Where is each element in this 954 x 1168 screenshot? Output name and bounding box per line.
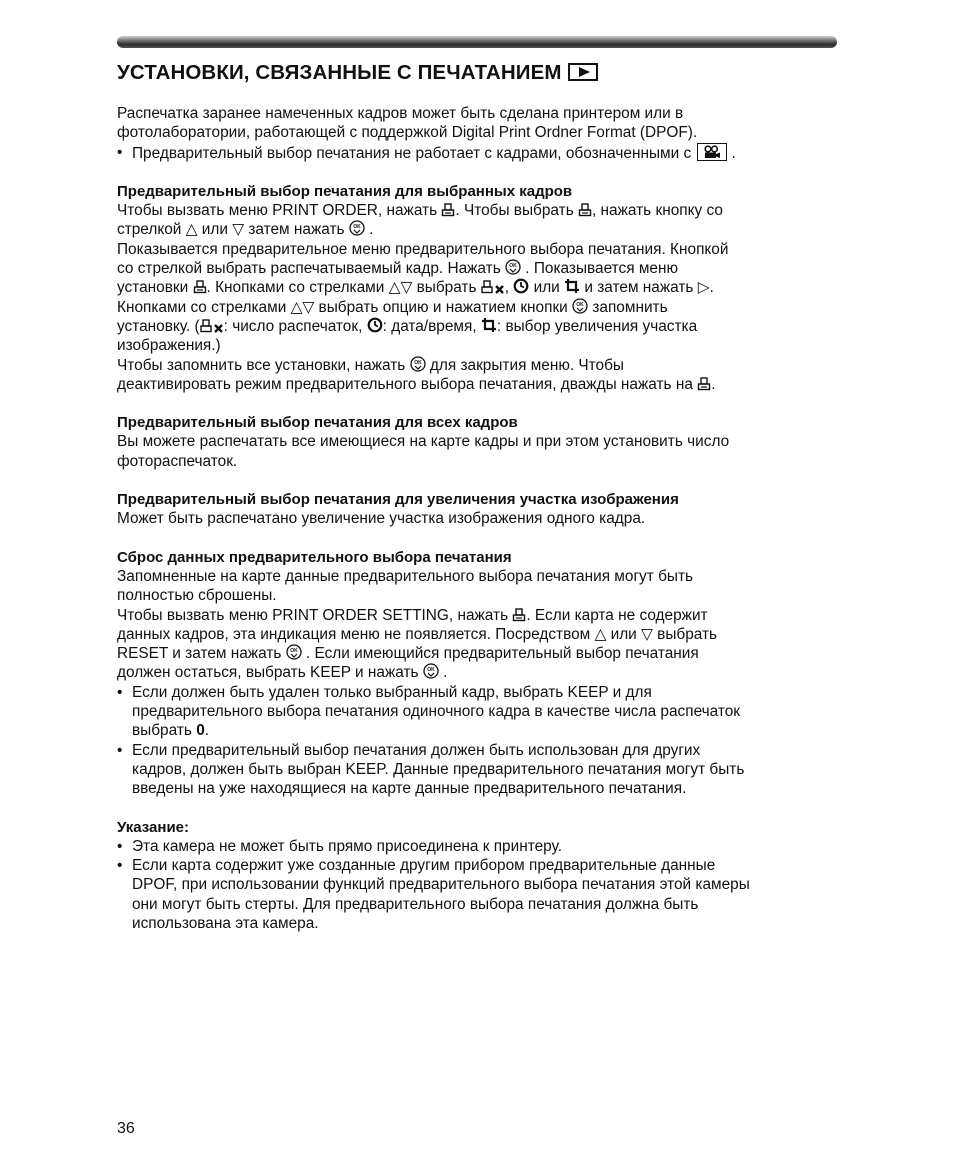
text-span: Чтобы вызвать меню PRINT ORDER SETTING, нажать (117, 606, 509, 624)
bullet-text: Предварительный выбор печатания не работает с кадрами, обозначенными с (132, 144, 692, 162)
text-span: Чтобы вызвать меню PRINT ORDER, нажать (117, 202, 438, 220)
print-copies-icon (200, 319, 224, 333)
text-span: выбрать (132, 722, 192, 740)
text-line: они могут быть стерты. Для предварительного выбора печатания должна быть (132, 895, 699, 913)
crop-icon (481, 317, 497, 333)
print-order-icon (512, 608, 526, 622)
text-line (117, 356, 837, 375)
text-span: для закрытия меню. Чтобы (429, 356, 624, 374)
intro-line: фотолаборатории, работающей с поддержкой Digital Print Ordner Format (DPOF). (117, 124, 698, 142)
text-line: Запомненные на карте данные предварительного выбора печатания могут быть (117, 567, 694, 585)
text-line: • Если должен быть удален только выбранный кадр, выбрать KEEP и для (132, 683, 652, 701)
print-order-icon (441, 203, 455, 217)
text-line (132, 721, 837, 740)
ok-button-icon (286, 644, 302, 660)
text-span: и затем нажать ▷. (584, 279, 714, 297)
text-line: предварительного выбора печатания одиночного кадра в качестве числа распечаток (132, 703, 741, 721)
text-line: изображения.) (117, 337, 221, 355)
print-order-icon (697, 377, 711, 391)
intro (117, 104, 837, 163)
text-span: , нажать кнопку со (592, 202, 723, 220)
ok-button-icon (505, 259, 521, 275)
text-line: Вы можете распечатать все имеющиеся на карте кадры и при этом установить число (117, 433, 730, 451)
text-span: установки (117, 279, 189, 297)
text-line: введены на уже находящиеся на карте данные предварительного печатания. (132, 780, 687, 798)
text-line (117, 278, 837, 297)
text-span: , (504, 279, 510, 297)
text-span: . Показывается меню (525, 260, 679, 278)
text-line (117, 220, 837, 239)
section-title: Указание: (117, 818, 190, 836)
ok-button-icon (572, 298, 588, 314)
text-span: деактивировать режим предварительного выбора печатания, дважды нажать на (117, 375, 693, 393)
text-line: • Эта камера не может быть прямо присоединена к принтеру. (132, 837, 562, 855)
page-number: 36 (117, 1120, 135, 1137)
section-title: Предварительный выбор печатания для увеличения участка изображения (117, 491, 679, 509)
text-line: использована эта камера. (132, 914, 319, 932)
text-span: . Если карта не содержит (526, 606, 708, 624)
intro-line: Распечатка заранее намеченных кадров может быть сделана принтером или в (117, 105, 684, 122)
text-span: или (533, 279, 560, 297)
section-title: Сброс данных предварительного выбора печатания (117, 548, 512, 566)
section-selected-frames (117, 182, 837, 394)
text-span: . Если имеющийся предварительный выбор печатания (305, 645, 699, 663)
text-span: . (443, 664, 448, 682)
bullet-item (117, 683, 837, 741)
text-line: данных кадров, эта индикация меню не появляется. Посредством △ или ▽ выбрать (117, 625, 718, 643)
section-all-frames (117, 413, 837, 471)
text-line: фотораспечаток. (117, 452, 238, 470)
page (117, 36, 837, 933)
print-order-icon (193, 280, 207, 294)
text-span: . (711, 375, 716, 393)
text-line: Может быть распечатано увеличение участка изображения одного кадра. (117, 510, 646, 528)
text-line: кадров, должен быть выбран KEEP. Данные предварительного печатания могут быть (132, 760, 745, 778)
page-title-text: УСТАНОВКИ, СВЯЗАННЫЕ С ПЕЧАТАНИЕМ (117, 61, 562, 84)
text-line (117, 663, 837, 682)
text-line: • Если карта содержит уже созданные другим прибором предварительные данные (132, 857, 716, 875)
text-span: установку. ( (117, 317, 200, 335)
zero-value: 0 (196, 722, 205, 740)
crop-icon (564, 278, 580, 294)
section-enlarge (117, 490, 837, 529)
text-span: . Кнопками со стрелками △▽ выбрать (206, 279, 477, 297)
text-span: должен остаться, выбрать KEEP и нажать (117, 664, 419, 682)
text-span: . Чтобы выбрать (455, 202, 574, 220)
text-line: DPOF, при использовании функций предварительного выбора печатания этой камеры (132, 876, 750, 894)
print-copies-icon (481, 280, 505, 294)
text-span: Чтобы запомнить все установки, нажать (117, 356, 406, 374)
print-order-icon (578, 203, 592, 217)
ok-button-icon (349, 220, 365, 236)
section-reset (117, 548, 837, 799)
text-line (117, 298, 837, 317)
header-bar (117, 36, 837, 48)
text-span: . (204, 722, 210, 740)
intro-bullet: • Предварительный выбор печатания не работает с кадрами, обозначенными с . (117, 143, 837, 163)
section-note (117, 818, 837, 934)
text-line: полностью сброшены. (117, 587, 277, 605)
text-span: : дата/время, (382, 317, 477, 335)
page-title (117, 59, 837, 87)
movie-camera-icon (697, 143, 727, 161)
date-time-icon (367, 317, 383, 333)
section-title: Предварительный выбор печатания для всех кадров (117, 414, 518, 432)
text-line: Показывается предварительное меню предварительного выбора печатания. Кнопкой (117, 240, 729, 258)
text-span: RESET и затем нажать (117, 645, 282, 663)
text-span: Кнопками со стрелками △▽ выбрать опцию и нажатием кнопки (117, 298, 568, 316)
ok-button-icon (423, 663, 439, 679)
text-line (117, 317, 837, 336)
bullet-item (117, 856, 837, 933)
text-span: : выбор увеличения участка (496, 317, 698, 335)
bullet-item (117, 837, 837, 856)
text-span: запомнить (592, 298, 668, 316)
text-span: : число распечаток, (223, 317, 363, 335)
text-line (117, 259, 837, 278)
text-line: • Если предварительный выбор печатания должен быть использован для других (132, 741, 701, 759)
bullet-item (117, 741, 837, 799)
text-span: . (369, 221, 374, 239)
section-title: Предварительный выбор печатания для выбранных кадров (117, 182, 573, 200)
text-span: со стрелкой выбрать распечатываемый кадр. Нажать (117, 260, 501, 278)
date-time-icon (513, 278, 529, 294)
play-mode-icon (568, 63, 598, 81)
text-line (117, 644, 837, 663)
text-line (117, 375, 837, 394)
text-line (117, 606, 837, 625)
text-span: стрелкой △ или ▽ затем нажать (117, 221, 345, 239)
ok-button-icon (410, 356, 426, 372)
text-line (117, 201, 837, 220)
